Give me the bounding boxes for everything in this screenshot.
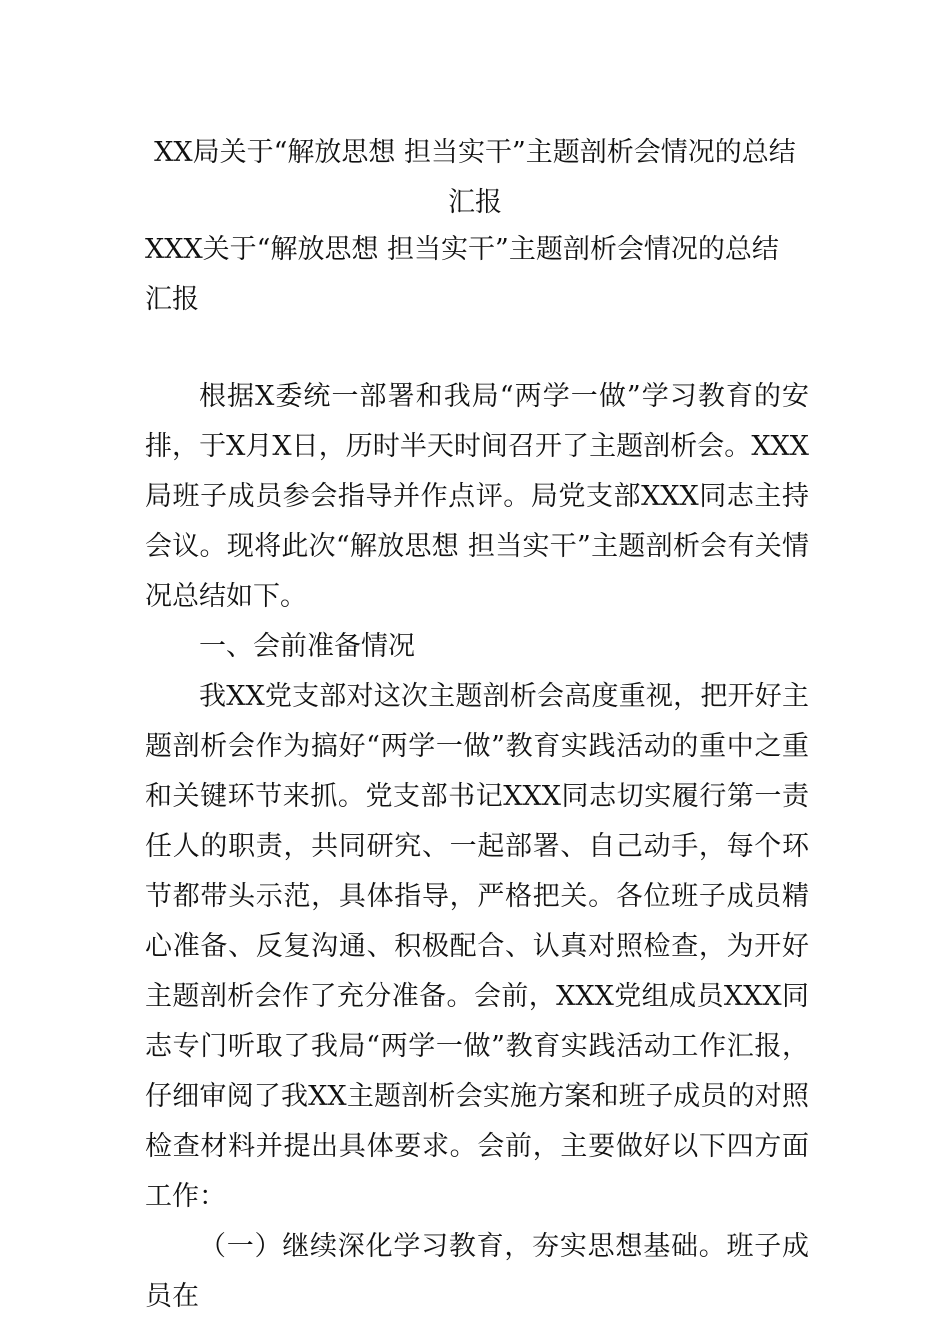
document-title: XX局关于“解放思想 担当实干”主题剖析会情况的总结汇报 [154,137,796,218]
document-subtitle: XXX关于“解放思想 担当实干”主题剖析会情况的总结汇报 [145,234,779,315]
paragraph-preparation: 我XX党支部对这次主题剖析会高度重视，把开好主题剖析会作为搞好“两学一做”教育实践活动的重中之重和关键环节来抓。党支部书记XXX同志切实履行第一责任人的职责，共同研究、一起部署、自己动手，每个环节都带头示范，具体指导，严格把关。各位班子成员精心准备、反复沟通、积极配合、认真对照检查，为开好主题剖析会作了充分准备。会前，XXX党组成员XXX同志专门听取了我局“两学一做”教育实践活动工作汇报，仔细审阅了我XX主题剖析会实施方案和班子成员的对照检查材料并提出具体要求。会前，主要做好以下四方面工作： [145,681,809,1212]
section-heading: 一、会前准备情况 [199,631,415,662]
paragraph-subsection: （一）继续深化学习教育，夯实思想基础。班子成员在 [145,1231,809,1312]
document-body [145,372,809,1322]
paragraph-intro: 根据X委统一部署和我局“两学一做”学习教育的安排，于X月X日，历时半天时间召开了主题剖析会。XXX局班子成员参会指导并作点评。局党支部XXX同志主持会议。现将此次“解放思想 担当实干”主题剖析会有关情况总结如下。 [145,381,809,612]
